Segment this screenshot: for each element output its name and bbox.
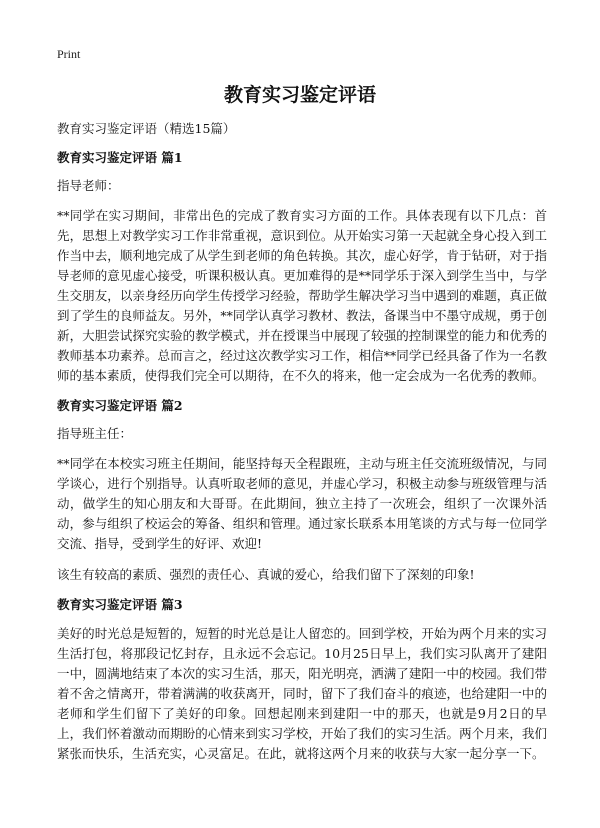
section-paragraph: **同学在本校实习班主任期间，能坚持每天全程跟班，主动与班主任交流班级情况，与同学谈心，进行个别指导。认真听取老师的意见，并虚心学习，积极主动参与班级管理与活动，做学生的知心朋友和大哥哥。在此期间，独立主持了一次班会，组织了一次课外活动，参与组织了校运会的筹备、组织和管理。通过家长联系本用笔谈的方式与每一位同学交流、指导，受到学生的好评、欢迎! bbox=[57, 456, 547, 551]
section-greeting: 指导老师： bbox=[57, 178, 120, 193]
section-paragraph: 美好的时光总是短暂的，短暂的时光总是让人留恋的。回到学校，开始为两个月来的实习生活打包，将那段记忆封存，且永远不会忘记。10月25日早上，我们实习队离开了建阳一中，圆满地结束了本次的实习生活，那天，阳光明亮，洒满了建阳一中的校园。我们带着不舍之情离开，带着满满的收获离开，同时，留下了我们奋斗的痕迹，也给建阳一中的老师和学生们留下了美好的印象。回想起刚来到建阳一中的那天，也就是9月2日的早上，我们怀着激动而期盼的心情来到实习学校，开始了我们的实习生活。两个月来，我们紧张而快乐，生活充实，心灵富足。在此，就将这两个月来的收获与大家一起分享一下。 bbox=[57, 626, 547, 761]
section-heading: 教育实习鉴定评语 篇2 bbox=[57, 398, 183, 413]
document-subtitle: 教育实习鉴定评语（精选15篇） bbox=[57, 121, 236, 136]
page-title: 教育实习鉴定评语 bbox=[223, 84, 376, 106]
section-1 bbox=[57, 149, 547, 386]
print-link[interactable]: Print bbox=[57, 47, 81, 61]
section-paragraph: **同学在实习期间，非常出色的完成了教育实习方面的工作。具体表现有以下几点：首先，思想上对教学实习工作非常重视，意识到位。从开始实习第一天起就全身心投入到工作当中去，顺利地完成了从学生到老师的角色转换。其次，虚心好学，肯于钻研，对于指导老师的意见虚心接受，听课积极认真。更加难得的是**同学乐于深入到学生当中，与学生交朋友，以亲身经历向学生传授学习经验，帮助学生解决学习当中遇到的难题，真正做到了学生的良师益友。另外，**同学认真学习教材、教法，备课当中不墨守成规，勇于创新，大胆尝试探究实验的教学模式，并在授课当中展现了较强的控制课堂的能力和优秀的教师基本功素养。总而言之，经过这次教学实习工作，相信**同学已经具备了作为一名教师的基本素质，使得我们完全可以期待，在不久的将来，他一定会成为一名优秀的教师。 bbox=[57, 208, 547, 383]
section-heading: 教育实习鉴定评语 篇1 bbox=[57, 150, 183, 165]
section-3 bbox=[57, 596, 547, 764]
section-2 bbox=[57, 397, 547, 585]
section-greeting: 指导班主任： bbox=[57, 426, 133, 441]
section-heading: 教育实习鉴定评语 篇3 bbox=[57, 597, 183, 612]
document-body bbox=[57, 120, 547, 775]
section-paragraph: 该生有较高的素质、强烈的责任心、真诚的爱心，给我们留下了深刻的印象! bbox=[57, 567, 475, 582]
